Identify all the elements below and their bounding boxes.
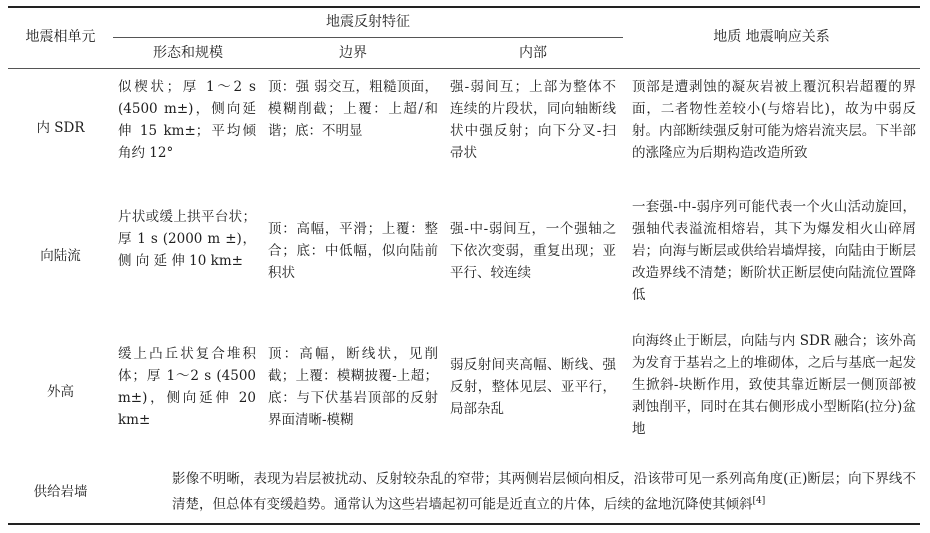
row-interior: 弱反射间夹高幅、断线、强反射，整体见层、亚平行，局部杂乱 (450, 357, 616, 417)
row-unit: 向陆流 (40, 248, 81, 264)
header-shape: 形态和规模 (153, 45, 223, 61)
header-unit: 地震相单元 (25, 29, 96, 45)
row-boundary: 顶：高幅，断线状，见削截；上覆：模糊披覆-上超；底：与下伏基岩顶部的反射界面清晰-模糊 (268, 346, 438, 428)
header-interior: 内部 (519, 45, 547, 61)
row-boundary: 顶：高幅，平滑；上覆：整合；底：中低幅，似向陆前积状 (268, 221, 438, 281)
header-boundary: 边界 (339, 45, 367, 61)
row-unit: 内 SDR (36, 120, 85, 136)
top-rule (8, 6, 920, 8)
row-relation: 顶部是遭剥蚀的凝灰岩被上覆沉积岩超覆的界面，二者物性差较小(与熔岩比)，故为中弱反射。内部断续强反射可能为熔岩流夹层。下半部的涨隆应为后期构造改造所致 (632, 79, 916, 161)
row-relation: 向海终止于断层，向陆与内 SDR 融合；该外高为发育于基岩之上的堆砌体，之后与基底一起发生掀斜-块断作用，致使其靠近断层一侧顶部被剥蚀削平，同时在其右侧形成小型断陷(拉分)盆地 (632, 333, 916, 437)
group-underline (113, 37, 623, 38)
reference-marker: [4] (752, 496, 766, 506)
row-shape: 缓上凸丘状复合堆积体；厚 1～2 s (4500 m±)，侧向延伸 20 km± (118, 346, 256, 428)
header-group: 地震反射特征 (326, 14, 410, 30)
row-feeder-dike-description (172, 468, 916, 516)
row-shape: 似楔状；厚 1～2 s (4500 m±)，侧向延伸 15 km±；平均倾角约 12° (118, 79, 256, 161)
feeder-dike-text: 影像不明晰，表现为岩层被扰动、反射较杂乱的窄带；其两侧岩层倾向相反，沿该带可见一系列高角度(正)断层；向下界线不清楚，但总体有变缓趋势。通常认为这些岩墙起初可能是近直立的片体，后续的盆地沉降使其倾斜 (172, 471, 916, 513)
row-interior: 强-弱间互；上部为整体不连续的片段状，同向轴断线状中强反射；向下分叉-扫帚状 (450, 79, 616, 161)
row-relation: 一套强-中-弱序列可能代表一个火山活动旋回，强轴代表溢流相熔岩，其下为爆发相火山碎屑岩；向海与断层或供给岩墙焊接，向陆由于断层改造界线不清楚；断阶状正断层使向陆流位置降低 (632, 199, 916, 303)
row-interior: 强-中-弱间互，一个强轴之下依次变弱，重复出现；亚平行、较连续 (450, 221, 616, 281)
row-unit: 外高 (47, 384, 74, 400)
bottom-rule (8, 523, 920, 525)
header-bottom-rule (8, 68, 920, 69)
header-relation: 地质 地震响应关系 (713, 29, 830, 45)
row-shape: 片状或缓上拱平台状；厚 1 s (2000 m ±)，侧 向 延 伸 10 km± (118, 209, 256, 269)
row-unit-feeder-dike: 供给岩墙 (33, 484, 88, 500)
row-boundary: 顶：强 弱交互，粗糙顶面，模糊削截；上覆：上超/和谐；底：不明显 (268, 79, 438, 139)
